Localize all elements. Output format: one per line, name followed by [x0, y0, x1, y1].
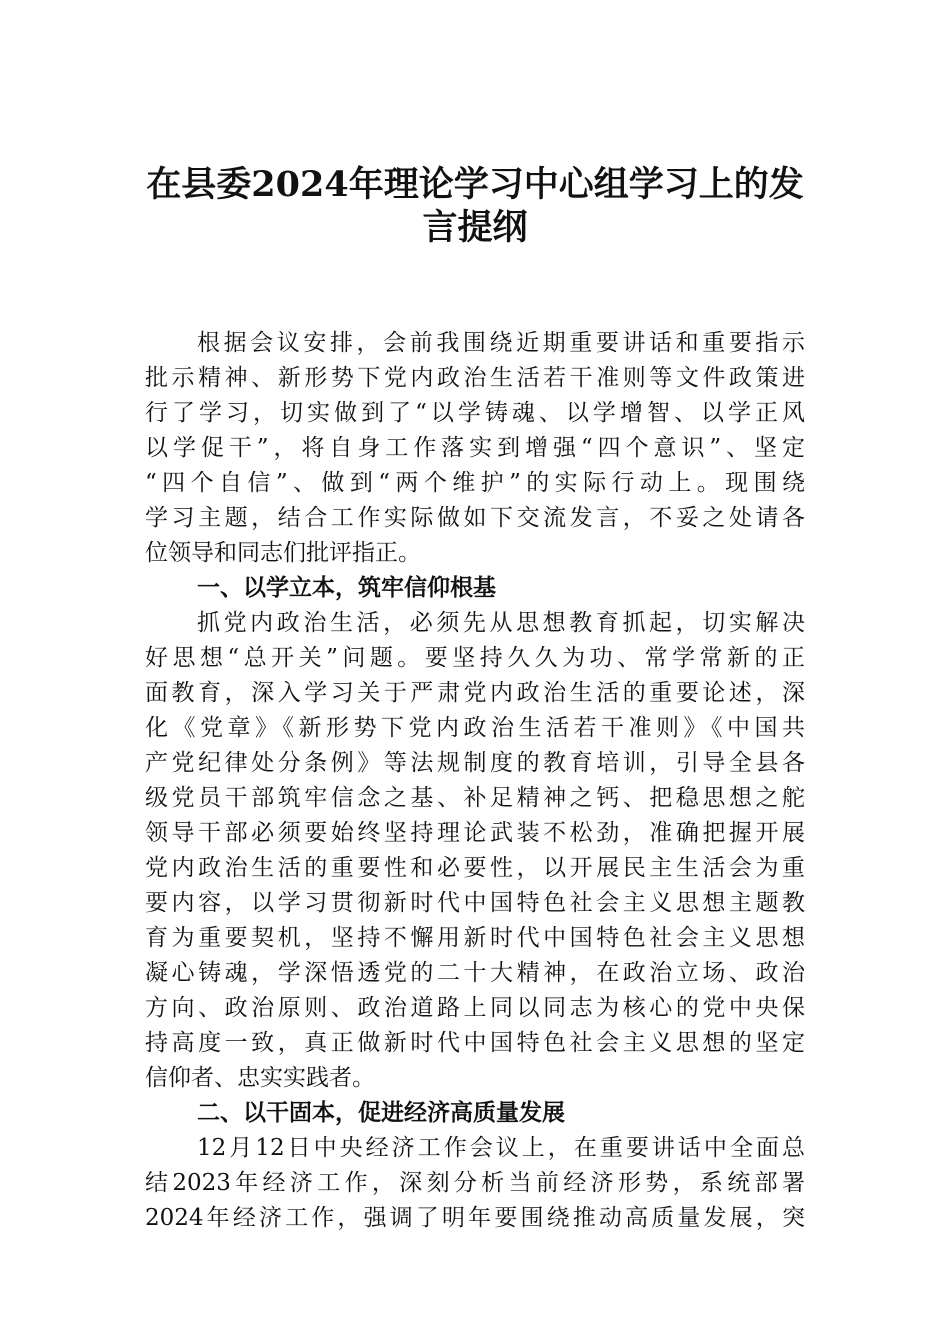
paragraph-line: 产党纪律处分条例》等法规制度的教育培训，引导全县各 [145, 750, 805, 776]
document-title-line-1: 在县委2024年理论学习中心组学习上的发 [146, 164, 804, 205]
paragraph-line: 化《党章》《新形势下党内政治生活若干准则》《中国共 [145, 715, 805, 741]
paragraph-line: 持高度一致，真正做新时代中国特色社会主义思想的坚定 [145, 1030, 805, 1056]
paragraph-section-2 [145, 1131, 805, 1236]
paragraph-intro [145, 326, 805, 571]
paragraph-line: 抓党内政治生活，必须先从思想教育抓起，切实解决 [197, 610, 805, 636]
paragraph-line: 2024年经济工作，强调了明年要围绕推动高质量发展，突 [145, 1205, 805, 1231]
paragraph-line: 批示精神、新形势下党内政治生活若干准则等文件政策进 [145, 365, 805, 391]
document-body [145, 326, 805, 1236]
paragraph-line: 信仰者、忠实实践者。 [145, 1065, 375, 1091]
paragraph-line: 好思想“总开关”问题。要坚持久久为功、常学常新的正 [145, 645, 805, 671]
paragraph-line: 学习主题，结合工作实际做如下交流发言，不妥之处请各 [145, 505, 805, 531]
paragraph-line: 凝心铸魂，学深悟透党的二十大精神，在政治立场、政治 [145, 960, 805, 986]
paragraph-line: 面教育，深入学习关于严肃党内政治生活的重要论述，深 [145, 680, 805, 706]
paragraph-section-1 [145, 606, 805, 1096]
paragraph-line: 结2023年经济工作，深刻分析当前经济形势，系统部署 [145, 1170, 805, 1196]
paragraph-line: 根据会议安排，会前我围绕近期重要讲话和重要指示 [197, 330, 805, 356]
paragraph-line: 领导干部必须要始终坚持理论武装不松劲，准确把握开展 [145, 820, 805, 846]
paragraph-line: 党内政治生活的重要性和必要性，以开展民主生活会为重 [145, 855, 805, 881]
paragraph-line: “四个自信”、做到“两个维护”的实际行动上。现围绕 [145, 470, 805, 496]
paragraph-line: 要内容，以学习贯彻新时代中国特色社会主义思想主题教 [145, 890, 805, 916]
paragraph-line: 位领导和同志们批评指正。 [145, 540, 421, 566]
paragraph-line: 以学促干”，将自身工作落实到增强“四个意识”、坚定 [145, 435, 805, 461]
paragraph-line: 方向、政治原则、政治道路上同以同志为核心的党中央保 [145, 995, 805, 1021]
paragraph-line: 育为重要契机，坚持不懈用新时代中国特色社会主义思想 [145, 925, 805, 951]
paragraph-line: 级党员干部筑牢信念之基、补足精神之钙、把稳思想之舵 [145, 785, 805, 811]
section-heading-1: 一、以学立本，筑牢信仰根基 [197, 575, 496, 601]
paragraph-line: 行了学习，切实做到了“以学铸魂、以学增智、以学正风 [145, 400, 805, 426]
document-title-line-2: 言提纲 [422, 207, 528, 248]
section-heading-2: 二、以干固本，促进经济高质量发展 [197, 1100, 565, 1126]
paragraph-line: 12月12日中央经济工作会议上，在重要讲话中全面总 [197, 1135, 805, 1161]
